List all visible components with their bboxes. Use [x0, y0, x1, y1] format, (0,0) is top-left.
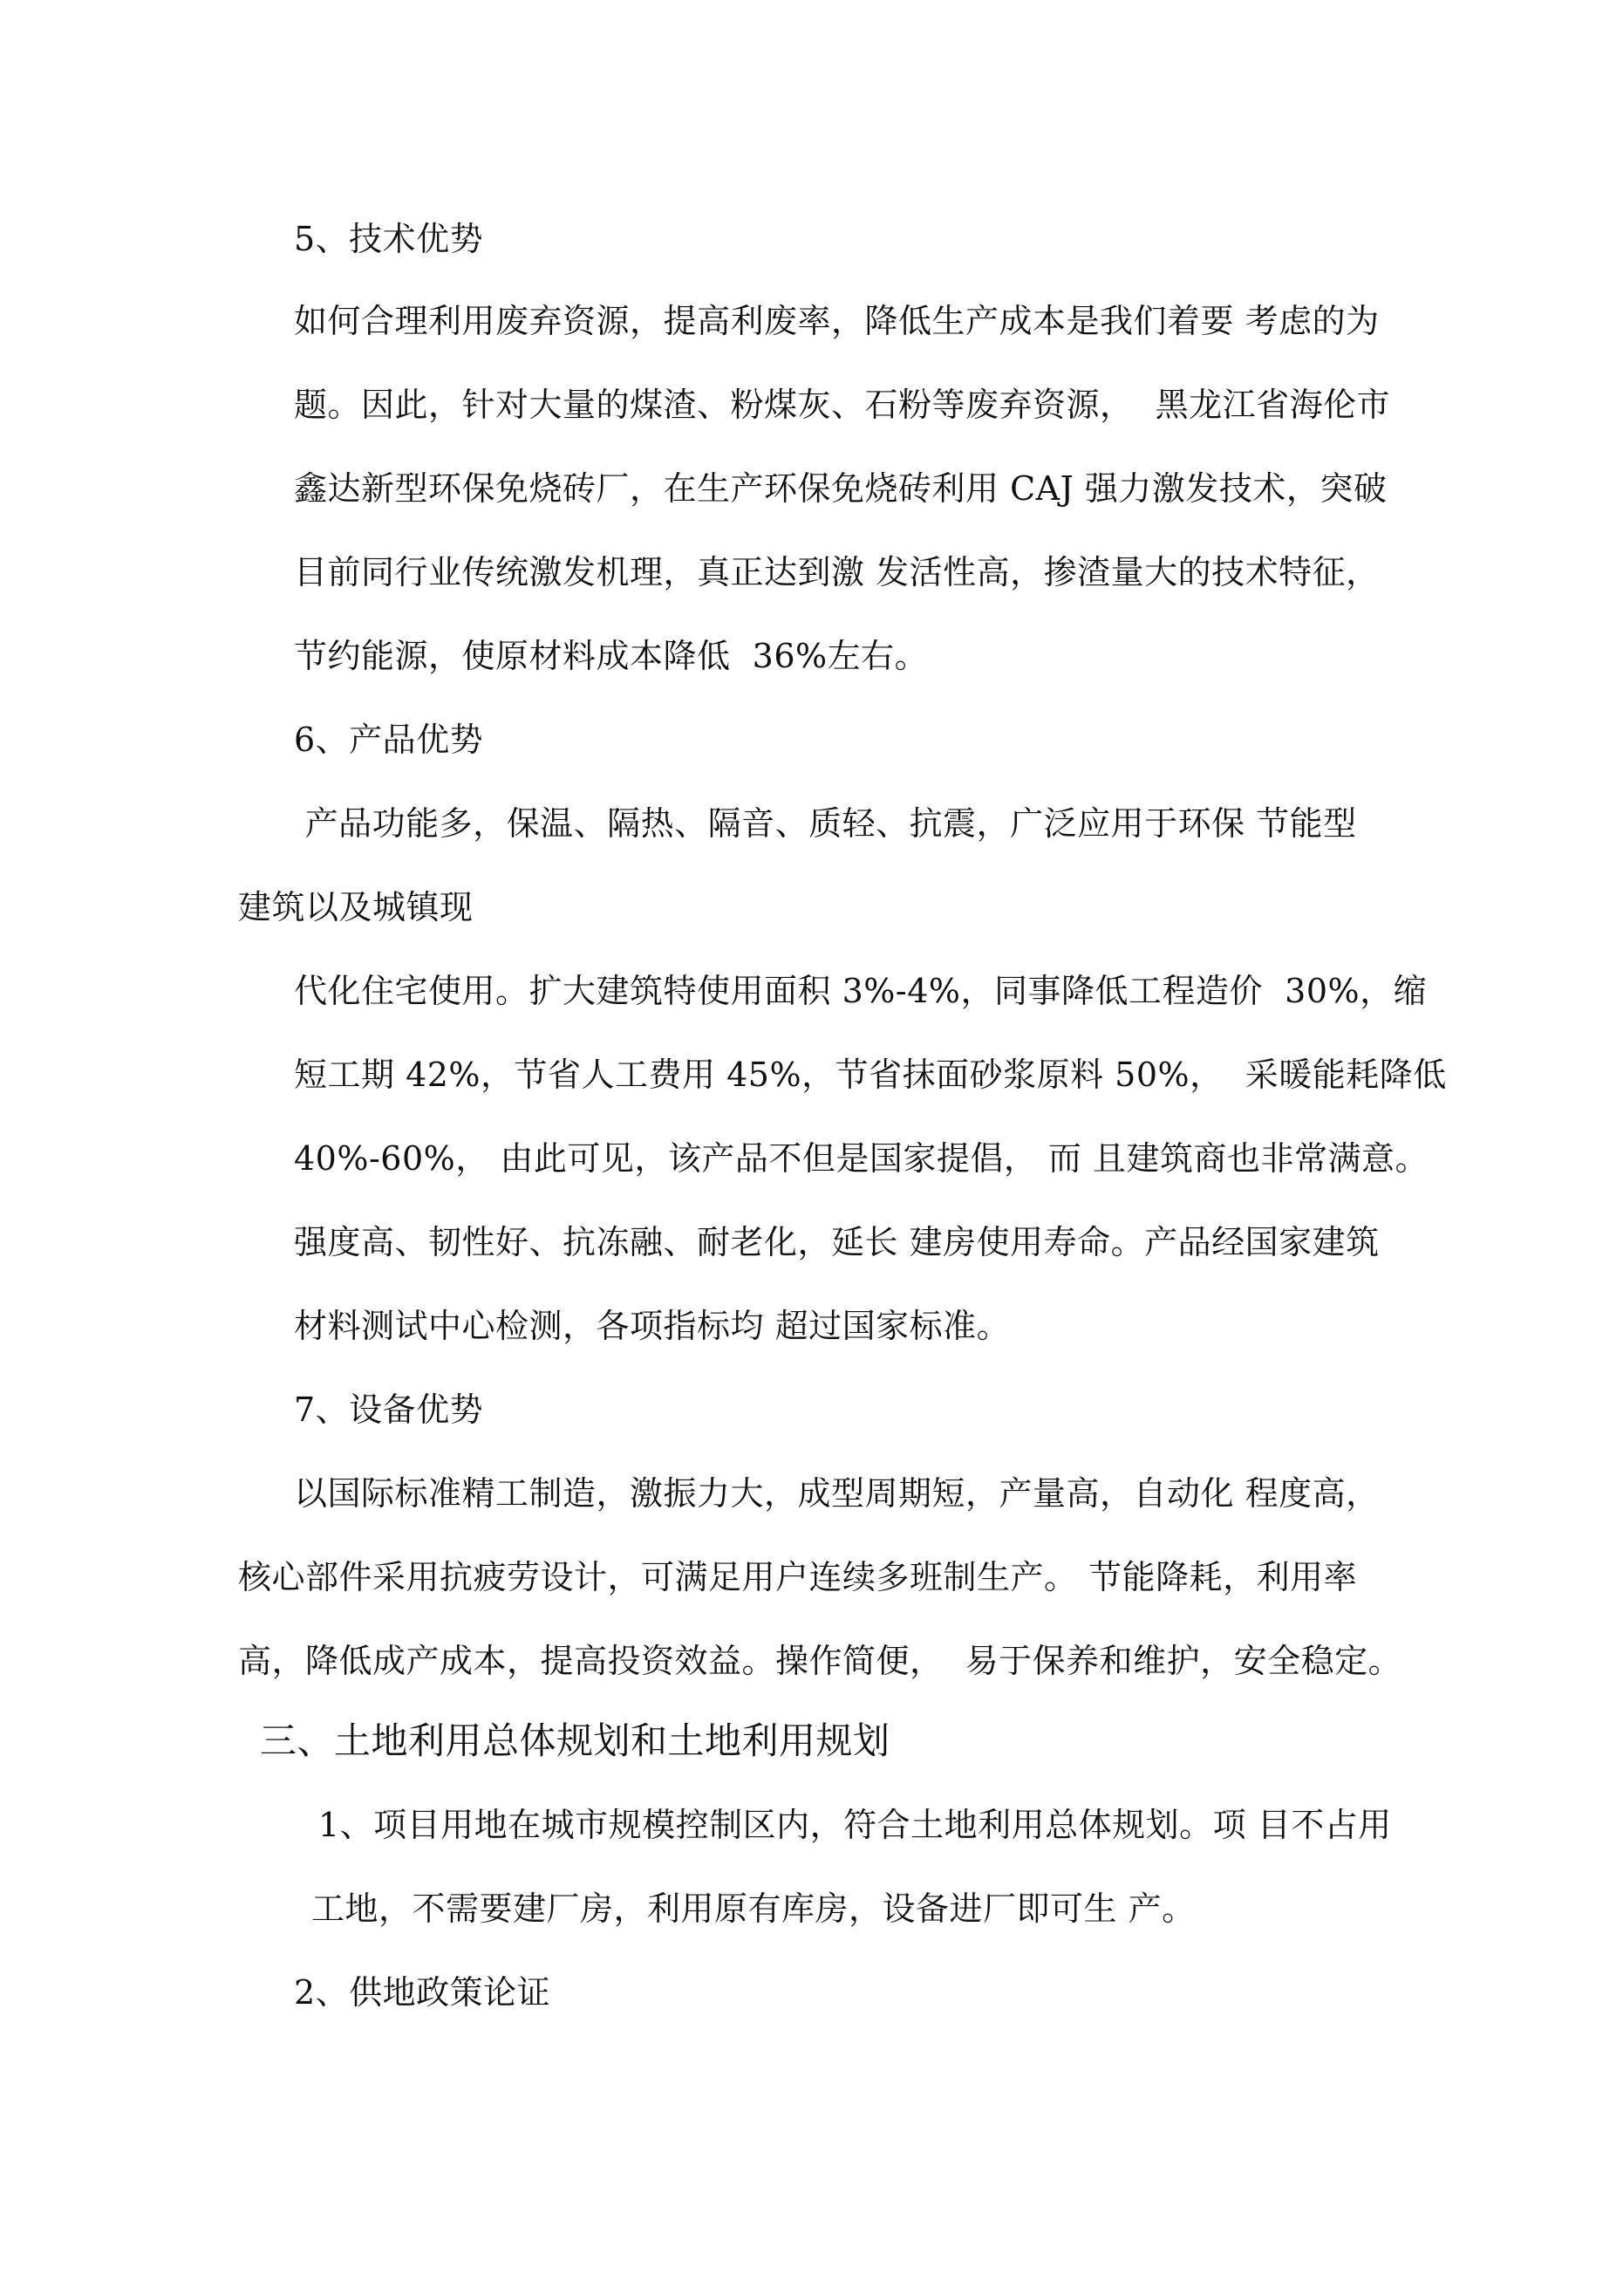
paragraph-line: 核心部件采用抗疲劳设计，可满足用户连续多班制生产。 节能降耗，利用率 — [238, 1558, 1358, 1596]
paragraph-line: 如何合理利用废弃资源，提高利废率，降低生产成本是我们着要 考虑的为 — [294, 302, 1380, 340]
paragraph-line: 目前同行业传统激发机理，真正达到激 发活性高，掺渣量大的技术特征， — [294, 553, 1380, 591]
section-heading-tech: 5、技术优势 — [294, 220, 484, 258]
paragraph-line: 短工期 42%，节省人工费用 45%，节省抹面砂浆原料 50%， 采暖能耗降低 — [294, 1056, 1447, 1094]
paragraph-line: 产品功能多，保温、隔热、隔音、质轻、抗震，广泛应用于环保 节能型 — [294, 804, 1357, 843]
paragraph-line: 建筑以及城镇现 — [238, 888, 474, 926]
paragraph-line: 鑫达新型环保免烧砖厂，在生产环保免烧砖利用 CAJ 强力激发技术，突破 — [294, 469, 1388, 508]
paragraph-line: 题。因此，针对大量的煤渣、粉煤灰、石粉等废弃资源， 黑龙江省海伦市 — [294, 386, 1391, 424]
paragraph-line: 1、项目用地在城市规模控制区内，符合土地利用总体规划。项 目不占用 — [318, 1806, 1392, 1844]
paragraph-line: 以国际标准精工制造，激振力大，成型周期短，产量高，自动化 程度高， — [294, 1474, 1380, 1513]
subsection-heading-land-policy: 2、供地政策论证 — [294, 1973, 551, 2012]
paragraph-line: 节约能源，使原材料成本降低 36%左右。 — [294, 637, 929, 675]
paragraph-line: 高，降低成产成本，提高投资效益。操作简便， 易于保养和维护，安全稳定。 — [238, 1642, 1402, 1680]
paragraph-line: 强度高、韧性好、抗冻融、耐老化，延长 建房使用寿命。产品经国家建筑 — [294, 1223, 1380, 1261]
paragraph-line: 工地，不需要建厂房，利用原有库房，设备进厂即可生 产。 — [311, 1889, 1196, 1928]
section-heading-equipment: 7、设备优势 — [294, 1391, 484, 1429]
paragraph-line: 代化住宅使用。扩大建筑特使用面积 3%-4%，同事降低工程造价 30%，缩 — [294, 972, 1428, 1010]
section-heading-product: 6、产品优势 — [294, 721, 484, 759]
chapter-heading: 三、土地利用总体规划和土地利用规划 — [260, 1719, 890, 1762]
paragraph-line: 材料测试中心检测，各项指标均 超过国家标准。 — [294, 1307, 1011, 1345]
paragraph-line: 40%-60%， 由此可见，该产品不但是国家提倡， 而 且建筑商也非常满意。 — [294, 1139, 1429, 1178]
